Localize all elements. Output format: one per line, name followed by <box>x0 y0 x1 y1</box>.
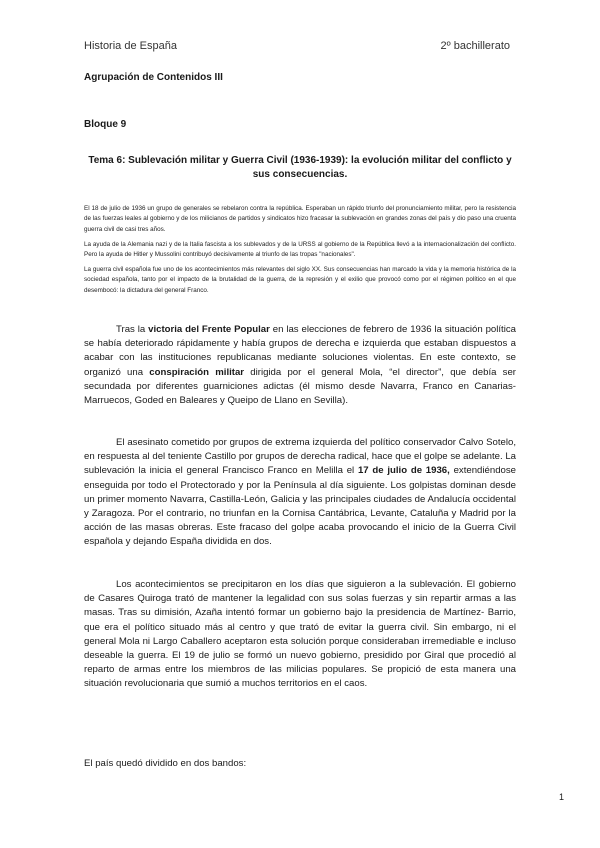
body-paragraph-3: Los acontecimientos se precipitaron en los días que siguieron a la sublevación. El gobierno de Casares Quiroga trató de mantener la legalidad con sus solas fuerzas y sin repartir armas a las masas. Tras su dimisión, Azaña intentó formar un gobierno bajo la presidencia de Martínez- Barrio, que era el político situado más al centro y que trató de evitar la guerra civil. Sin embargo, ni el general Mola ni Largo Caballero aceptaron esta solución porque consideraban irremediable e incluso deseable la guerra. El 19 de julio se formó un nuevo gobierno, presidido por Giral que procedió al reparto de armas entre los miembros de las milicias populares. Se propició de esta manera una situación revolucionaria que sumió a muchos territorios en el caos. <box>84 579 516 690</box>
closing-line: El país quedó dividido en dos bandos: <box>84 758 247 769</box>
fecha-emphasis: 17 de julio de 1936, <box>357 465 450 477</box>
header-right: 2º bachillerato <box>440 40 510 52</box>
header-left: Historia de España <box>84 40 177 52</box>
summary-paragraph-1: El 18 de julio de 1936 un grupo de generales se rebelaron contra la república. Esperaban un rápido triunfo del pronunciamiento militar, pero la resistencia de las fuerzas leales al gobierno y de los milicianos de partidos y sindicatos hizo fracasar la sublevación en grandes zonas del país y dio paso una cruenta guerra civil de casi tres años. <box>84 205 516 233</box>
frente-popular-emphasis: victoria del Frente Popular <box>148 324 270 335</box>
summary-box <box>84 204 516 301</box>
page-number: 1 <box>558 792 564 802</box>
body-paragraph-1: Tras la victoria del Frente Popular en las elecciones de febrero de 1936 la situación política se había deteriorado rápidamente y había grupos de derecha e izquierda que estaban dispuestos a acabar con las instituciones republicanas mediante soluciones violentas. En este contexto, se organizó una conspiración militar dirigida por el general Mola, “el director”, que debía ser secundada por diferentes guarniciones adictas (él mismo desde Navarra, Franco en Canarias-Marruecos, Goded en Baleares y Queipo de Llano en Sevilla). <box>84 324 517 407</box>
agrupacion-heading: Agrupación de Contenidos III <box>84 72 223 83</box>
bloque-heading: Bloque 9 <box>84 119 127 130</box>
summary-paragraph-2: La ayuda de la Alemania nazi y de la Italia fascista a los sublevados y de la URSS al gobierno de la República llevó a la internacionalización del conflicto. Pero la ayuda de Hitler y Mussolini contribuyó decisivamente al triunfo de las tropas "nacionales". <box>84 240 516 259</box>
tema-title: Tema 6: Sublevación militar y Guerra Civil (1936-1939): la evolución militar del conflicto y sus consecuencias. <box>88 155 512 180</box>
conspiracion-emphasis: conspiración militar <box>149 366 245 378</box>
summary-paragraph-3: La guerra civil española fue uno de los acontecimientos más relevantes del siglo XX. Sus consecuencias han marcado la vida y la memoria histórica de la sociedad española, tanto por el impacto de la brutalidad de la guerra, de la represión y el exilio que provocó como por el régimen político en el que desembocó: la dictadura del general Franco. <box>84 266 516 294</box>
body-paragraph-2: El asesinato cometido por grupos de extrema izquierda del político conservador Calvo Sotelo, en respuesta al del teniente Castillo por grupos de derecha radical, hace que el golpe se adelante. La sublevación la inicia el general Francisco Franco en Melilla el 17 de julio de 1936, extendiéndose enseguida por todo el Protectorado y por la Península al día siguiente. Los golpistas dominan desde un primer momento Navarra, Castilla-León, Galicia y las principales ciudades de Andalucía occidental y Zaragoza. Por el contrario, no triunfan en la Cornisa Cantábrica, Levante, Cataluña y Madrid por la acción de las masas obreras. Este fracaso del golpe acaba provocando el inicio de la Guerra Civil española y dejando España dividida en dos. <box>84 437 516 548</box>
